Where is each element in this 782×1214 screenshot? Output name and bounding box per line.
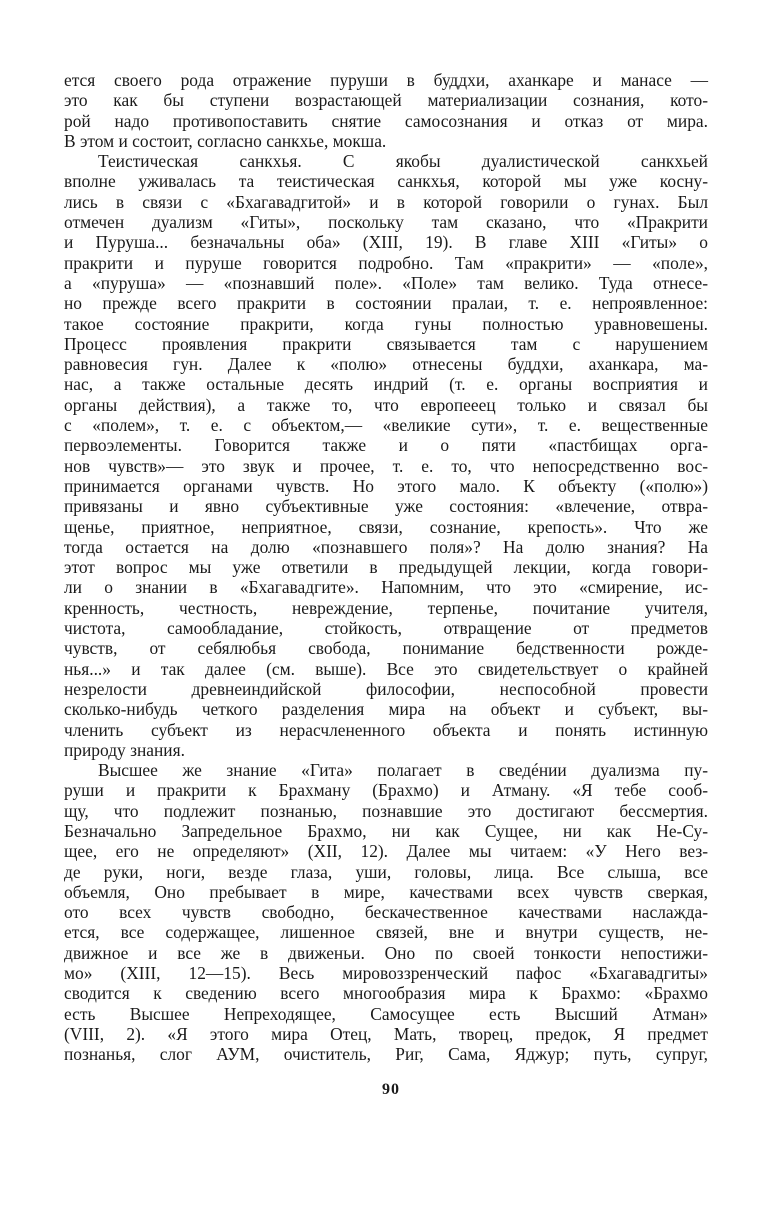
- text-line: органы действия), а также то, что европееец только и связал бы: [64, 394, 708, 415]
- text-line: сколько-нибудь четкого разделения мира на объект и субъект, вы-: [64, 699, 708, 720]
- text-line: руши и пракрити к Брахману (Брахмо) и Атману. «Я тебе сооб-: [64, 780, 708, 801]
- text-line: привязаны и явно субъективные уже состояния: «влечение, отвра-: [64, 496, 708, 517]
- text-line: ется, все содержащее, лишенное связей, вне и внутри существ, не-: [64, 922, 708, 943]
- text-line: (VIII, 2). «Я этого мира Отец, Мать, творец, предок, Я предмет: [64, 1023, 708, 1044]
- text-line: де руки, ноги, везде глаза, уши, головы, лица. Все слыша, все: [64, 861, 708, 882]
- text-line: Процесс проявления пракрити связывается там с нарушением: [64, 333, 708, 354]
- text-line: сводится к сведению всего многообразия мира к Брахмо: «Брахмо: [64, 983, 708, 1004]
- text-line: нов чувств»— это звук и прочее, т. е. то, что непосредственно вос-: [64, 455, 708, 476]
- text-line: пракрити и пуруше говорится подробно. Там «пракрити» — «поле»,: [64, 252, 708, 273]
- text-line: а «пуруша» — «познавший поле». «Поле» там велико. Туда отнесе-: [64, 272, 708, 293]
- paragraph-3-higher-knowledge: [64, 760, 708, 1064]
- text-line: рой надо противопоставить снятие самосознания и отказ от мира.: [64, 110, 708, 131]
- text-line: Безначально Запредельное Брахмо, ни как Сущее, ни как Не-Су-: [64, 820, 708, 841]
- text-line: с «полем», т. е. с объектом,— «великие сути», т. е. вещественные: [64, 415, 708, 436]
- text-line: отмечен дуализм «Гиты», поскольку там сказано, что «Пракрити: [64, 212, 708, 233]
- text-line: щу, что подлежит познанью, познавшие это достигают бессмертия.: [64, 800, 708, 821]
- paragraph-2-theistic-sankhya: [64, 151, 708, 760]
- text-line: познанья, слог АУМ, очиститель, Риг, Сама, Яджур; путь, супруг,: [64, 1044, 708, 1065]
- text-line: Высшее же знание «Гита» полагает в сведéнии дуализма пу-: [98, 760, 708, 781]
- text-line: природу знания.: [64, 739, 185, 760]
- text-line: ли о знании в «Бхагавадгите». Напомним, что это «смирение, ис-: [64, 577, 708, 598]
- text-line: ото всех чувств свободно, бескачественное качествами наслажда-: [64, 902, 708, 923]
- text-line: это как бы ступени возрастающей материализации сознания, кото-: [64, 90, 708, 111]
- text-line: В этом и состоит, согласно санкхье, мокша.: [64, 130, 387, 151]
- text-line: объемля, Оно пребывает в мире, качествами всех чувств сверкая,: [64, 881, 708, 902]
- text-line: членить субъект из нерасчлененного объекта и понять истинную: [64, 719, 708, 740]
- text-line: нас, а также остальные десять индрий (т. е. органы восприятия и: [64, 374, 708, 395]
- paragraph-1: [64, 70, 708, 151]
- text-line: и Пуруша... безначальны оба» (XIII, 19). В главе XIII «Гиты» о: [64, 232, 708, 253]
- text-line: ется своего рода отражение пуруши в буддхи, аханкаре и манасе —: [64, 70, 708, 90]
- text-line: чувств, от себялюбья свобода, понимание бедственности рожде-: [64, 638, 708, 659]
- text-line: лись в связи с «Бхагавадгитой» и в которой говорили о гунах. Был: [64, 191, 708, 212]
- text-line: щенье, приятное, неприятное, связи, сознание, крепость». Что же: [64, 516, 708, 537]
- text-line: но прежде всего пракрити в состоянии пралаи, т. е. непроявленное:: [64, 293, 708, 314]
- text-line: вполне уживалась та теистическая санкхья, которой мы уже косну-: [64, 171, 708, 192]
- text-line: нья...» и так далее (см. выше). Все это свидетельствует о крайней: [64, 658, 708, 679]
- text-line: тогда остается на долю «познавшего поля»? На долю знания? На: [64, 536, 708, 557]
- text-line: кренность, честность, невреждение, терпенье, почитание учителя,: [64, 597, 708, 618]
- text-line: равновесия гун. Далее к «полю» отнесены буддхи, аханкара, ма-: [64, 354, 708, 375]
- text-line: принимается органами чувств. Но этого мало. К объекту («полю»): [64, 475, 708, 496]
- text-line: есть Высшее Непреходящее, Самосущее есть Высший Атман»: [64, 1003, 708, 1024]
- text-line: первоэлементы. Говорится также и о пяти «пастбищах орга-: [64, 435, 708, 456]
- text-line: этот вопрос мы уже ответили в предыдущей лекции, когда говори-: [64, 557, 708, 578]
- text-line: Теистическая санкхья. С якобы дуалистической санкхьей: [98, 151, 708, 172]
- text-line: мо» (XIII, 12—15). Весь мировоззренческий пафос «Бхагавадгиты»: [64, 963, 708, 984]
- text-line: такое состояние пракрити, когда гуны полностью уравновешены.: [64, 313, 708, 334]
- text-line: незрелости древнеиндийской философии, неспособной провести: [64, 678, 708, 699]
- page-number: 90: [382, 1081, 400, 1098]
- text-line: чистота, самообладание, стойкость, отвращение от предметов: [64, 618, 708, 639]
- text-line: движное и все же в движеньи. Оно по своей тонкости непостижи-: [64, 942, 708, 963]
- body-text: [64, 70, 708, 1065]
- text-line: щее, его не определяют» (XII, 12). Далее мы читаем: «У Него вез-: [64, 841, 708, 862]
